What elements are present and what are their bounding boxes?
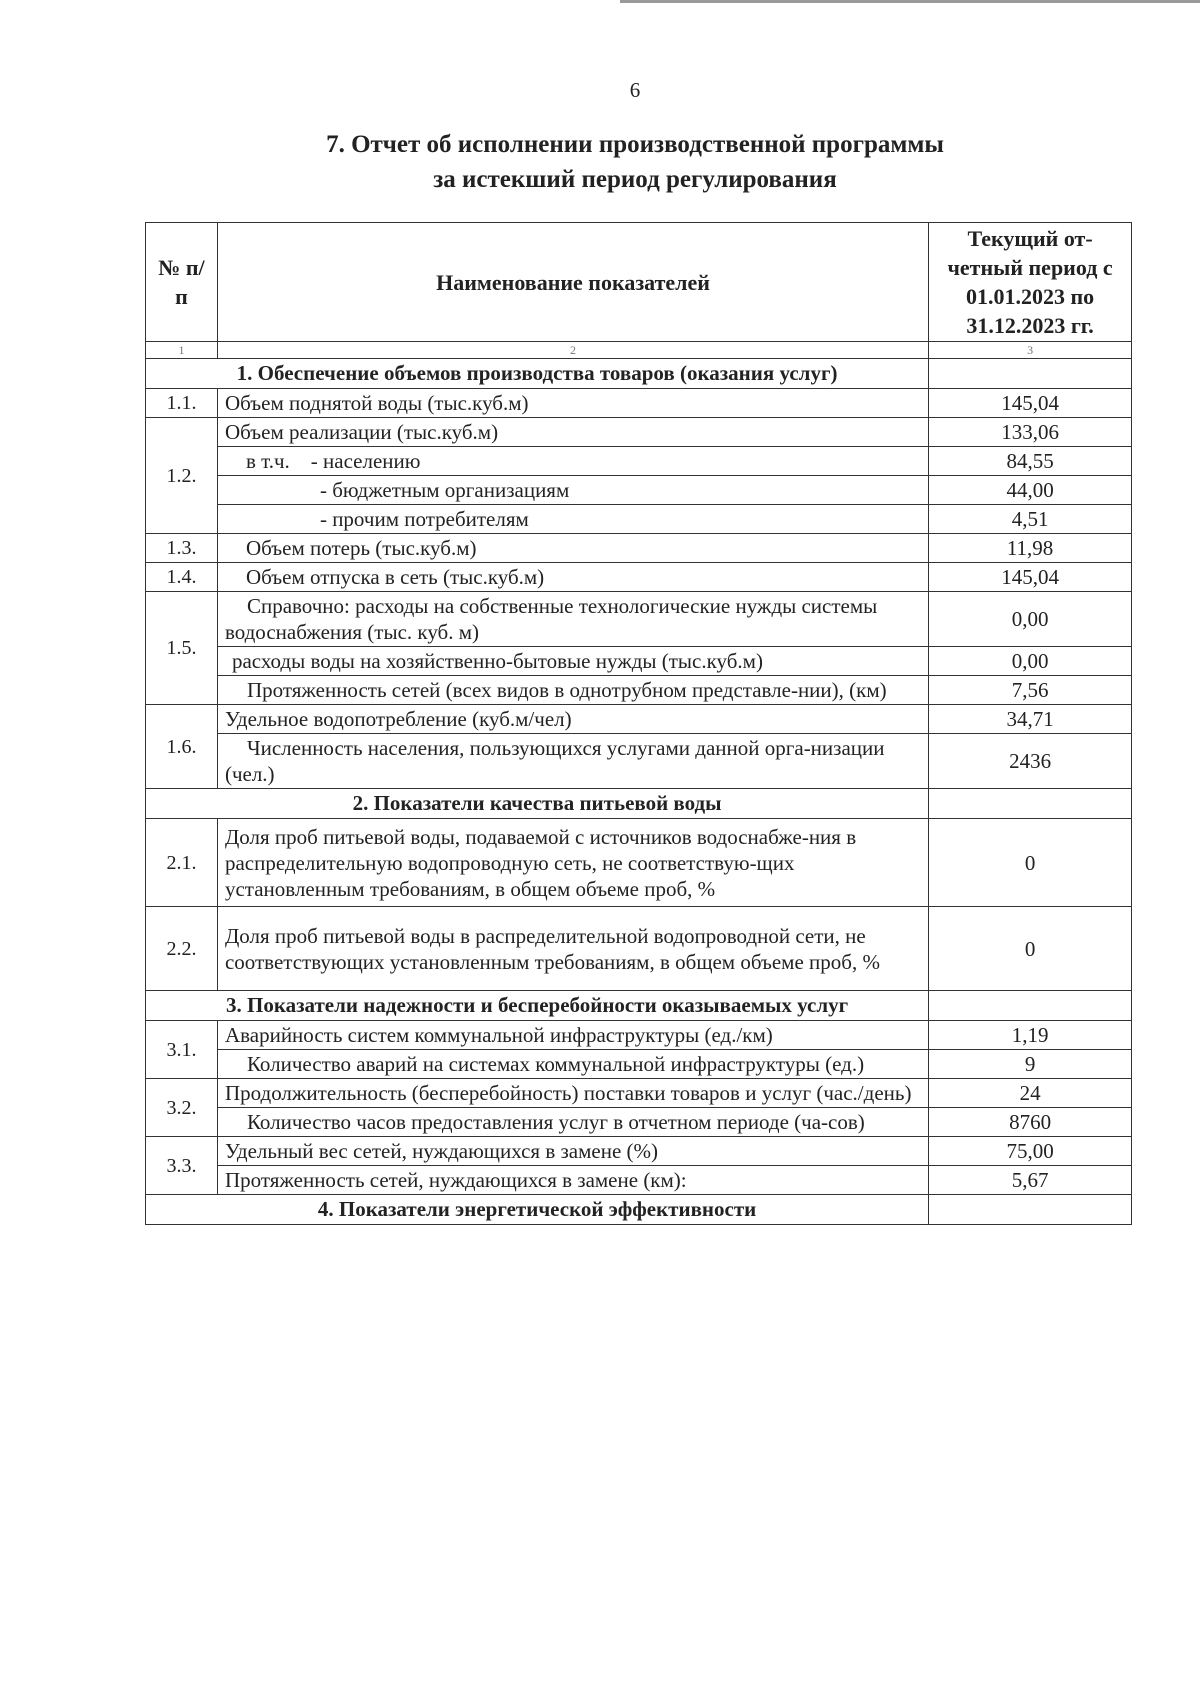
row-name: Доля проб питьевой воды в распределительной водопроводной сети, не соответствующих установленным требованиям, в общем объеме проб, %: [217, 907, 928, 991]
header-number: № п/п: [146, 223, 218, 342]
row-value: 2436: [929, 734, 1132, 789]
row-number: 3.1.: [146, 1021, 218, 1079]
row-value: 1,19: [929, 1021, 1132, 1050]
row-name: - бюджетным организациям: [217, 476, 928, 505]
title-line-1: 7. Отчет об исполнении производственной программы: [326, 131, 944, 158]
empty-cell: [929, 991, 1132, 1021]
row-value: 9: [929, 1050, 1132, 1079]
row-name: Объем потерь (тыс.куб.м): [217, 534, 928, 563]
section-title: 1. Обеспечение объемов производства товаров (оказания услуг): [146, 359, 929, 389]
row-name: Продолжительность (бесперебойность) поставки товаров и услуг (час./день): [217, 1079, 928, 1108]
table-row: [146, 1166, 1132, 1195]
row-number: 1.5.: [146, 592, 218, 705]
row-value: 11,98: [929, 534, 1132, 563]
row-number: 1.4.: [146, 563, 218, 592]
row-name: Справочно: расходы на собственные технологические нужды системы водоснабжения (тыс. куб. м): [217, 592, 928, 647]
section-title: 3. Показатели надежности и бесперебойности оказываемых услуг: [146, 991, 929, 1021]
title-line-2: за истекший период регулирования: [433, 166, 837, 193]
row-name: Протяженность сетей, нуждающихся в замене (км):: [217, 1166, 928, 1195]
table-row: [146, 1050, 1132, 1079]
row-name: Удельный вес сетей, нуждающихся в замене (%): [217, 1137, 928, 1166]
table-row: [146, 592, 1132, 647]
section-row: [146, 991, 1132, 1021]
row-value: 0,00: [929, 647, 1132, 676]
row-value: 7,56: [929, 676, 1132, 705]
table-row: [146, 1079, 1132, 1108]
column-number: 2: [217, 342, 928, 359]
row-number: 1.2.: [146, 418, 218, 534]
row-name: расходы воды на хозяйственно-бытовые нужды (тыс.куб.м): [217, 647, 928, 676]
table-row: [146, 647, 1132, 676]
table-row: [146, 907, 1132, 991]
section-row: [146, 789, 1132, 819]
header-period: Текущий от-четный период с 01.01.2023 по 31.12.2023 гг.: [929, 223, 1132, 342]
row-value: 84,55: [929, 447, 1132, 476]
row-name: Объем отпуска в сеть (тыс.куб.м): [217, 563, 928, 592]
table-row: [146, 1021, 1132, 1050]
row-name: Протяженность сетей (всех видов в однотрубном представле-нии), (км): [217, 676, 928, 705]
row-value: 145,04: [929, 389, 1132, 418]
column-number: 1: [146, 342, 218, 359]
section-row: [146, 359, 1132, 389]
row-name: в т.ч. - населению: [217, 447, 928, 476]
row-number: 1.1.: [146, 389, 218, 418]
empty-cell: [929, 359, 1132, 389]
row-value: 44,00: [929, 476, 1132, 505]
table-row: [146, 505, 1132, 534]
row-value: 8760: [929, 1108, 1132, 1137]
row-number: 3.3.: [146, 1137, 218, 1195]
row-number: 2.1.: [146, 819, 218, 907]
row-value: 0,00: [929, 592, 1132, 647]
row-name: Объем реализации (тыс.куб.м): [217, 418, 928, 447]
table-row: [146, 534, 1132, 563]
section-title: 2. Показатели качества питьевой воды: [146, 789, 929, 819]
page-number: 6: [629, 78, 641, 102]
row-value: 5,67: [929, 1166, 1132, 1195]
row-name: - прочим потребителям: [217, 505, 928, 534]
table-row: [146, 447, 1132, 476]
row-name: Аварийность систем коммунальной инфраструктуры (ед./км): [217, 1021, 928, 1050]
section-row: [146, 1195, 1132, 1225]
row-name: Удельное водопотребление (куб.м/чел): [217, 705, 928, 734]
row-number: 1.6.: [146, 705, 218, 789]
empty-cell: [929, 1195, 1132, 1225]
section-title: 4. Показатели энергетической эффективности: [146, 1195, 929, 1225]
table-row: [146, 705, 1132, 734]
scan-edge-line: [620, 0, 1200, 3]
row-value: 75,00: [929, 1137, 1132, 1166]
table-header-row: [146, 223, 1132, 342]
table-row: [146, 676, 1132, 705]
row-value: 24: [929, 1079, 1132, 1108]
table-row: [146, 734, 1132, 789]
table-row: [146, 1108, 1132, 1137]
table-row: [146, 476, 1132, 505]
row-name: Доля проб питьевой воды, подаваемой с источников водоснабже-ния в распределительную водопроводную сеть, не соответствую-щих установленным требованиям, в общем объеме проб, %: [217, 819, 928, 907]
row-value: 34,71: [929, 705, 1132, 734]
row-value: 4,51: [929, 505, 1132, 534]
row-name: Объем поднятой воды (тыс.куб.м): [217, 389, 928, 418]
row-value: 133,06: [929, 418, 1132, 447]
table-row: [146, 418, 1132, 447]
row-number: 3.2.: [146, 1079, 218, 1137]
table-row: [146, 389, 1132, 418]
document-title: [0, 127, 1200, 197]
table-row: [146, 563, 1132, 592]
row-name: Количество аварий на системах коммунальной инфраструктуры (ед.): [217, 1050, 928, 1079]
row-number: 2.2.: [146, 907, 218, 991]
table-row: [146, 1137, 1132, 1166]
row-value: 0: [929, 907, 1132, 991]
row-value: 0: [929, 819, 1132, 907]
row-number: 1.3.: [146, 534, 218, 563]
row-name: Количество часов предоставления услуг в отчетном периоде (ча-сов): [217, 1108, 928, 1137]
report-table: [145, 222, 1132, 1225]
header-name: Наименование показателей: [217, 223, 928, 342]
table-row: [146, 819, 1132, 907]
column-number: 3: [929, 342, 1132, 359]
empty-cell: [929, 789, 1132, 819]
column-number-row: [146, 342, 1132, 359]
row-value: 145,04: [929, 563, 1132, 592]
row-name: Численность населения, пользующихся услугами данной орга-низации (чел.): [217, 734, 928, 789]
